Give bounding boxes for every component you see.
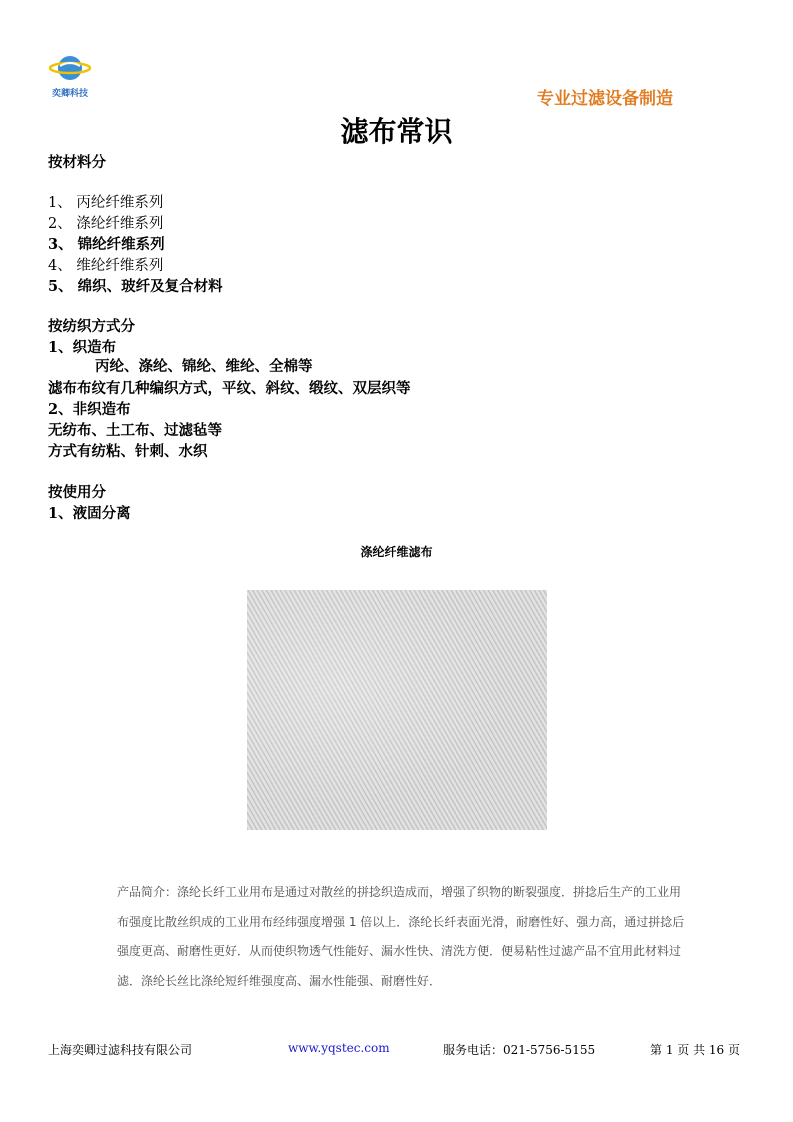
footer-page-number: 第 1 页 共 16 页 — [650, 1043, 740, 1057]
footer-company: 上海奕卿过滤科技有限公司 — [48, 1043, 193, 1057]
woven-types: 丙纶、涤纶、锦纶、维纶、全棉等 — [95, 358, 313, 375]
logo-text: 奕卿科技 — [51, 89, 89, 98]
list-item: 3、 锦纶纤维系列 — [48, 236, 165, 253]
page-title: 滤布常识 — [340, 115, 453, 148]
list-item: 2、 涤纶纤维系列 — [48, 216, 164, 232]
list-item: 1、 丙纶纤维系列 — [48, 195, 164, 211]
footer-website-link[interactable]: www.yqstec.com — [288, 1041, 390, 1055]
section-heading-material: 按材料分 — [48, 154, 106, 171]
usage-item: 1、液固分离 — [48, 505, 131, 522]
weave-patterns: 滤布布纹有几种编织方式，平纹、斜纹、缎纹、双层织等 — [48, 380, 411, 397]
company-logo — [46, 52, 94, 98]
footer-phone: 服务电话：021-5756-5155 — [443, 1043, 596, 1057]
section-heading-weaving: 按纺织方式分 — [48, 318, 135, 335]
product-description: 产品简介：涤纶长纤工业用布是通过对散丝的拼捻织造成而，增强了织物的断裂强度．拼捻后生产的工业用布强度比散丝织成的工业用布经纬强度增强 1 倍以上．涤纶长纤表面光滑，耐磨性好、强力高，通过拼捻后强度更高、耐磨性更好．从而使织物透气性能好、漏水性快、清洗方便．便易粘性过滤产品不宜用此材料过滤．涤纶长丝比涤纶短纤维强度高、漏水性能强、耐磨性好． — [117, 885, 685, 988]
section-heading-usage: 按使用分 — [48, 484, 106, 501]
woven-heading: 1、织造布 — [48, 339, 117, 356]
company-tagline: 专业过滤设备制造 — [537, 89, 673, 109]
image-caption: 涤纶纤维滤布 — [360, 545, 433, 559]
nonwoven-heading: 2、非织造布 — [48, 401, 131, 418]
list-item: 4、 维纶纤维系列 — [48, 258, 164, 274]
nonwoven-methods: 方式有纺粘、针刺、水织 — [48, 443, 208, 460]
nonwoven-types: 无纺布、土工布、过滤毡等 — [48, 422, 222, 439]
globe-logo-icon — [46, 52, 94, 98]
fabric-image — [247, 590, 547, 830]
list-item: 5、 绵织、玻纤及复合材料 — [48, 278, 223, 295]
